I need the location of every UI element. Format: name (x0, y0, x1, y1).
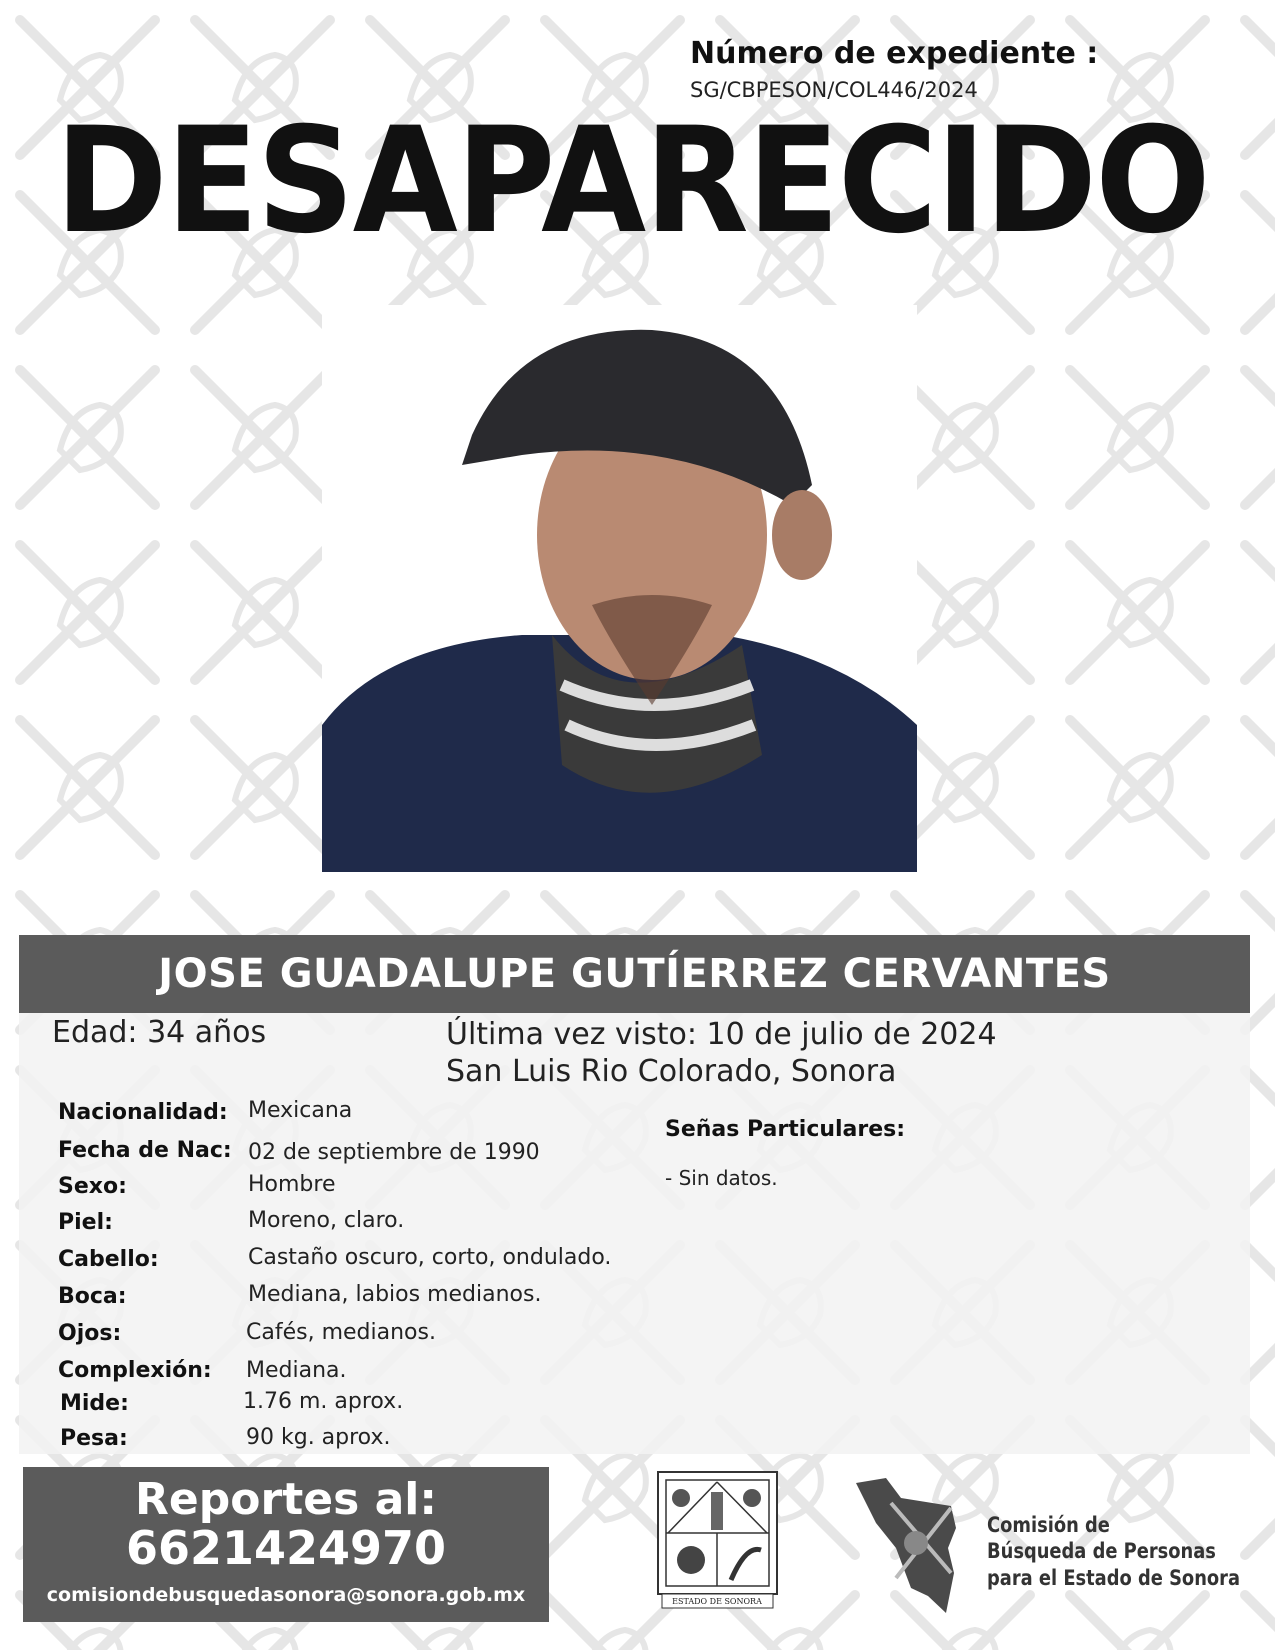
contact-box (23, 1467, 549, 1622)
commission-line: para el Estado de Sonora (987, 1565, 1241, 1590)
sonora-map-logo (856, 1478, 962, 1613)
detail-value: Mediana, labios medianos. (248, 1282, 542, 1307)
detail-value: Hombre (248, 1172, 336, 1197)
contact-title: Reportes al: (135, 1474, 437, 1525)
detail-value: Mexicana (248, 1098, 353, 1123)
detail-value: Mediana. (246, 1358, 347, 1383)
detail-label: Pesa: (60, 1426, 128, 1451)
detail-label: Nacionalidad: (58, 1100, 228, 1125)
detail-label: Cabello: (58, 1247, 159, 1272)
page-title: DESAPARECIDO (55, 96, 1209, 266)
detail-label: Complexión: (58, 1358, 212, 1383)
last-seen-date: Última vez visto: 10 de julio de 2024 (446, 1017, 997, 1052)
contact-phone[interactable]: 6621424970 (125, 1521, 447, 1576)
sonora-coat-of-arms-logo (656, 1470, 779, 1612)
commission-line: Comisión de (987, 1513, 1110, 1537)
detail-value: 1.76 m. aprox. (243, 1389, 404, 1414)
detail-label: Ojos: (58, 1321, 122, 1346)
commission-name (987, 1512, 1240, 1591)
detail-label: Fecha de Nac: (58, 1138, 232, 1163)
detail-label: Piel: (58, 1210, 113, 1235)
last-seen-location: San Luis Rio Colorado, Sonora (446, 1054, 897, 1089)
detail-value: 02 de septiembre de 1990 (248, 1140, 540, 1165)
detail-label: Mide: (60, 1391, 129, 1416)
commission-line: Búsqueda de Personas (987, 1539, 1216, 1564)
distinguishing-marks-label: Señas Particulares: (665, 1117, 906, 1142)
detail-label: Sexo: (58, 1174, 127, 1199)
case-number-label: Número de expediente : (690, 36, 1099, 71)
detail-label: Boca: (58, 1284, 127, 1309)
person-name-bar: JOSE GUADALUPE GUTÍERREZ CERVANTES (19, 935, 1250, 1013)
detail-value: Castaño oscuro, corto, ondulado. (248, 1245, 612, 1270)
detail-value: 90 kg. aprox. (246, 1425, 391, 1450)
case-number: SG/CBPESON/COL446/2024 (690, 78, 978, 102)
contact-email[interactable]: comisiondebusquedasonora@sonora.gob.mx (46, 1583, 526, 1606)
age: Edad: 34 años (52, 1015, 267, 1050)
distinguishing-marks-value: - Sin datos. (665, 1166, 778, 1190)
person-photo (322, 305, 917, 872)
detail-value: Cafés, medianos. (246, 1320, 436, 1345)
coat-of-arms-text: ESTADO DE SONORA (672, 1597, 762, 1606)
detail-value: Moreno, claro. (248, 1208, 405, 1233)
